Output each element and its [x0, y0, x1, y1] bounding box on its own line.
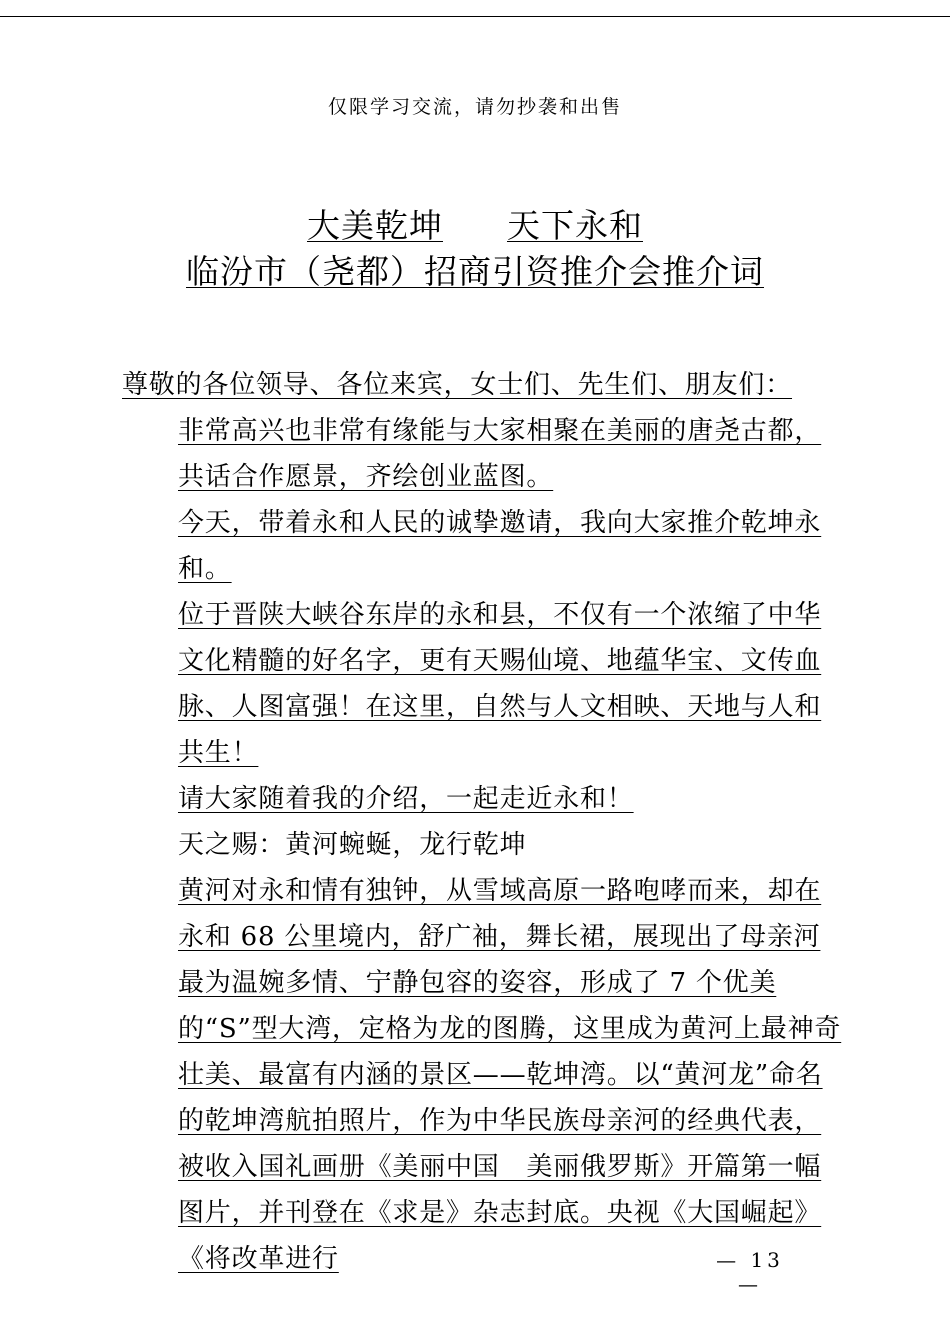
title-line-2 — [0, 252, 950, 292]
header-rule — [0, 16, 950, 17]
section-heading: 天之赐：黄河蜿蜒，龙行乾坤 — [178, 830, 527, 860]
paragraph: 位于晋陕大峡谷东岸的永和县，不仅有一个浓缩了中华文化精髓的好名字，更有天赐仙境、地蕴华宝、文传血脉、人图富强！在这里，自然与人文相映、天地与人和共生！ — [178, 600, 822, 768]
paragraph: 今天，带着永和人民的诚挚邀请，我向大家推介乾坤永和。 — [178, 508, 822, 584]
document-title: 临汾市（尧都）招商引资推介会推介词 — [186, 252, 764, 291]
page-number: — 13 — — [716, 1248, 784, 1296]
header-notice: 仅限学习交流，请勿抄袭和出售 — [327, 96, 622, 118]
title-slogan-left: 大美乾坤 — [307, 206, 443, 245]
title-line-1 — [0, 206, 950, 246]
paragraph: 尊敬的各位领导、各位来宾，女士们、先生们、朋友们： — [122, 370, 793, 400]
document-body — [122, 362, 844, 1282]
paragraph: 请大家随着我的介绍，一起走近永和！ — [178, 784, 634, 814]
paragraph: 非常高兴也非常有缘能与大家相聚在美丽的唐尧古都，共话合作愿景，齐绘创业蓝图。 — [178, 416, 822, 492]
paragraph: 黄河对永和情有独钟，从雪域高原一路咆哮而来，却在永和 68 公里境内，舒广袖，舞长裙，展现出了母亲河最为温婉多情、宁静包容的姿容，形成了 7 个优美的“S”型大湾，定格为龙的图腾，这里成为黄河上最神奇壮美、最富有内涵的景区——乾坤湾。以“黄河龙”命名的乾坤湾航拍照片，作为中华民族母亲河的经典代表，被收入国礼画册《美丽中国 美丽俄罗斯》开篇第一幅图片，并刊登在《求是》杂志封底。央视《大国崛起》《将改革进行 — [178, 876, 842, 1274]
title-slogan-right: 天下永和 — [507, 206, 643, 245]
